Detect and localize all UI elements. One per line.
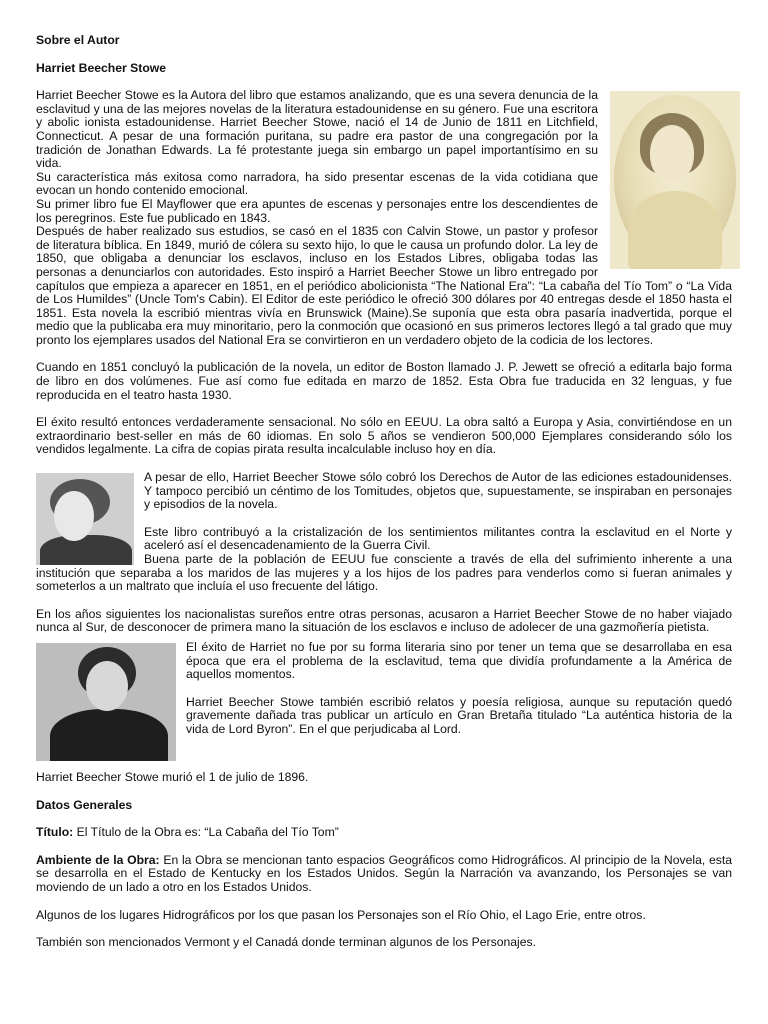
document-page (36, 34, 732, 950)
title-label: Título: (36, 825, 74, 840)
title-paragraph (36, 826, 732, 840)
hydro-paragraph: Algunos de los lugares Hidrográficos por los que pasan los Personajes son el Río Ohio, el Lago Erie, entre otros. (36, 907, 646, 922)
contribution-paragraph: Este libro contribuyó a la cristalización de los sentimientos militantes contra la esclavitud en el Norte y aceleró así el desencadenamiento de la Guerra Civil. (144, 524, 732, 553)
author-portrait-oval (610, 91, 740, 269)
title-text: El Título de la Obra es: “La Cabaña del Tío Tom” (73, 825, 339, 840)
author-portrait-bonnet (36, 473, 134, 565)
intro-paragraph: Harriet Beecher Stowe es la Autora del libro que estamos analizando, que es una severa denuncia de la esclavitud y una de las mejores novelas de la literatura estadounidense en su género. Fue una escritora y abolic ionista estadounidense. Harriet Beecher Stowe, nació el 14 de Junio de 1811 en Litchfield, Connecticut. A pesar de una formación puritana, su padre era pastor de una congregación por la tradición de Jonathan Edwards. La fé protestante juega sin embargo un papel importantísimo en su vida. (36, 88, 598, 171)
author-name: Harriet Beecher Stowe (36, 60, 167, 75)
setting-paragraph (36, 854, 732, 895)
setting-label: Ambiente de la Obra: (36, 852, 160, 867)
section-title: Sobre el Autor (36, 33, 120, 47)
contribution-paragraph: Buena parte de la población de EEUU fue consciente a través de ella del sufrimiento inherente a una institución que separaba a los maridos de las mujeres y a los hijos de los padres para venderlos como si fueran animales y someterlos a un maltrato que incluía el uso frecuente del látigo. (36, 552, 732, 594)
death-paragraph: Harriet Beecher Stowe murió el 1 de julio de 1896. (36, 769, 309, 784)
accusation-paragraph: En los años siguientes los nacionalistas sureños entre otras personas, acusaron a Harriet Beecher Stowe de no haber viajado nunca al Sur, de desconocer de primera mano la situación de los esclavos e incluso de adolecer de una gazmoñería pietista. (36, 606, 732, 635)
vermont-paragraph: También son mencionados Vermont y el Canadá donde terminan algunos de los Personajes. (36, 935, 536, 950)
intro-paragraph: Su característica más exitosa como narradora, ha sido presentar escenas de la vida cotidiana que evocan un hondo contenido emocional. (36, 169, 598, 198)
theme-paragraph: El éxito de Harriet no fue por su forma literaria sino por tener un tema que se desarrollaba en esa época que era el problema de la esclavitud, tema que dividía profundamente a la América de aquellos momentos. (186, 639, 732, 682)
intro-paragraph: Después de haber realizado sus estudios, se casó en el 1835 con Calvin Stowe, un pastor y profesor de literatura bíblica. En 1849, murió de cólera su sexto hijo, lo que le causa un profundo dolor. La ley de 1850, que obligaba a denunciar los esclavos, incluso en los Estados Libres, obligaba todas las personas a denunciarlos con autoridades. Esto inspiró a Harriet Beecher Stowe un libro entregado por capítulos que empieza a aparecer en 1851, en el periódico abolicionista “The National Era”: “La cabaña del Tío Tom” o “La Vida de Los Humildes” (Uncle Tom's Cabin). El Editor de este periódico le ofreció 300 dólares por 40 entregas desde el 1850 hasta el 1851. Esta novela la escribió mientras vivía en Brunswick (Maine).Se suponía que esta obra pasaría inadvertida, porque el medio que la publicaba era muy minoritario, pero la conmoción que ocasionó en sus primeros lectores llegó a tal grado que muy pronto los ejemplares usados del National Era se convirtieron en un verdadero objeto de la codicia de los lectores. (36, 224, 732, 347)
setting-text: En la Obra se mencionan tanto espacios Geográficos como Hidrográficos. Al principio de la Novela, esta se desarrolla en el Estado de Kentucky en los Estados Unidos. Según la Narración va avanzando, los Personajes se van moviendo de un lado a otro en los Estados Unidos. (36, 852, 733, 894)
general-data-title: Datos Generales (36, 797, 133, 812)
publication-paragraph: Cuando en 1851 concluyó la publicación de la novela, un editor de Boston llamado J. P. Jewett se ofreció a editarla bajo forma de libro en dos volúmenes. Fue así como fue editada en marzo de 1852. Esta Obra fue traducida en 32 lenguas, y fue reproducida en el teatro hasta 1930. (36, 360, 732, 402)
byron-paragraph: Harriet Beecher Stowe también escribió relatos y poesía religiosa, aunque su reputación quedó gravemente dañada tras publicar un artículo en Gran Bretaña titulado “La auténtica historia de la vida de Lord Byron”. En el que perjudicaba al Lord. (186, 694, 732, 736)
author-portrait-photo (36, 643, 176, 761)
intro-paragraph: Su primer libro fue El Mayflower que era apuntes de escenas y personajes entre los descendientes de los peregrinos. Este fue publicado en 1843. (36, 196, 598, 225)
success-paragraph: El éxito resultó entonces verdaderamente sensacional. No sólo en EEUU. La obra saltó a Europa y Asia, convirtiéndose en un extraordinario best-seller en más de 60 idiomas. En solo 5 años se vendieron 500,000 Ejemplares considerando sólo los vendidos legalmente. La cifra de copias pirata resulta incalculable incluso hoy en día. (36, 415, 732, 457)
rights-paragraph: A pesar de ello, Harriet Beecher Stowe sólo cobró los Derechos de Autor de las ediciones estadounidenses. Y tampoco percibió un céntimo de los Tomitudes, objetos que, supuestamente, se inspiraban en personajes y episodios de la novela. (144, 470, 732, 512)
